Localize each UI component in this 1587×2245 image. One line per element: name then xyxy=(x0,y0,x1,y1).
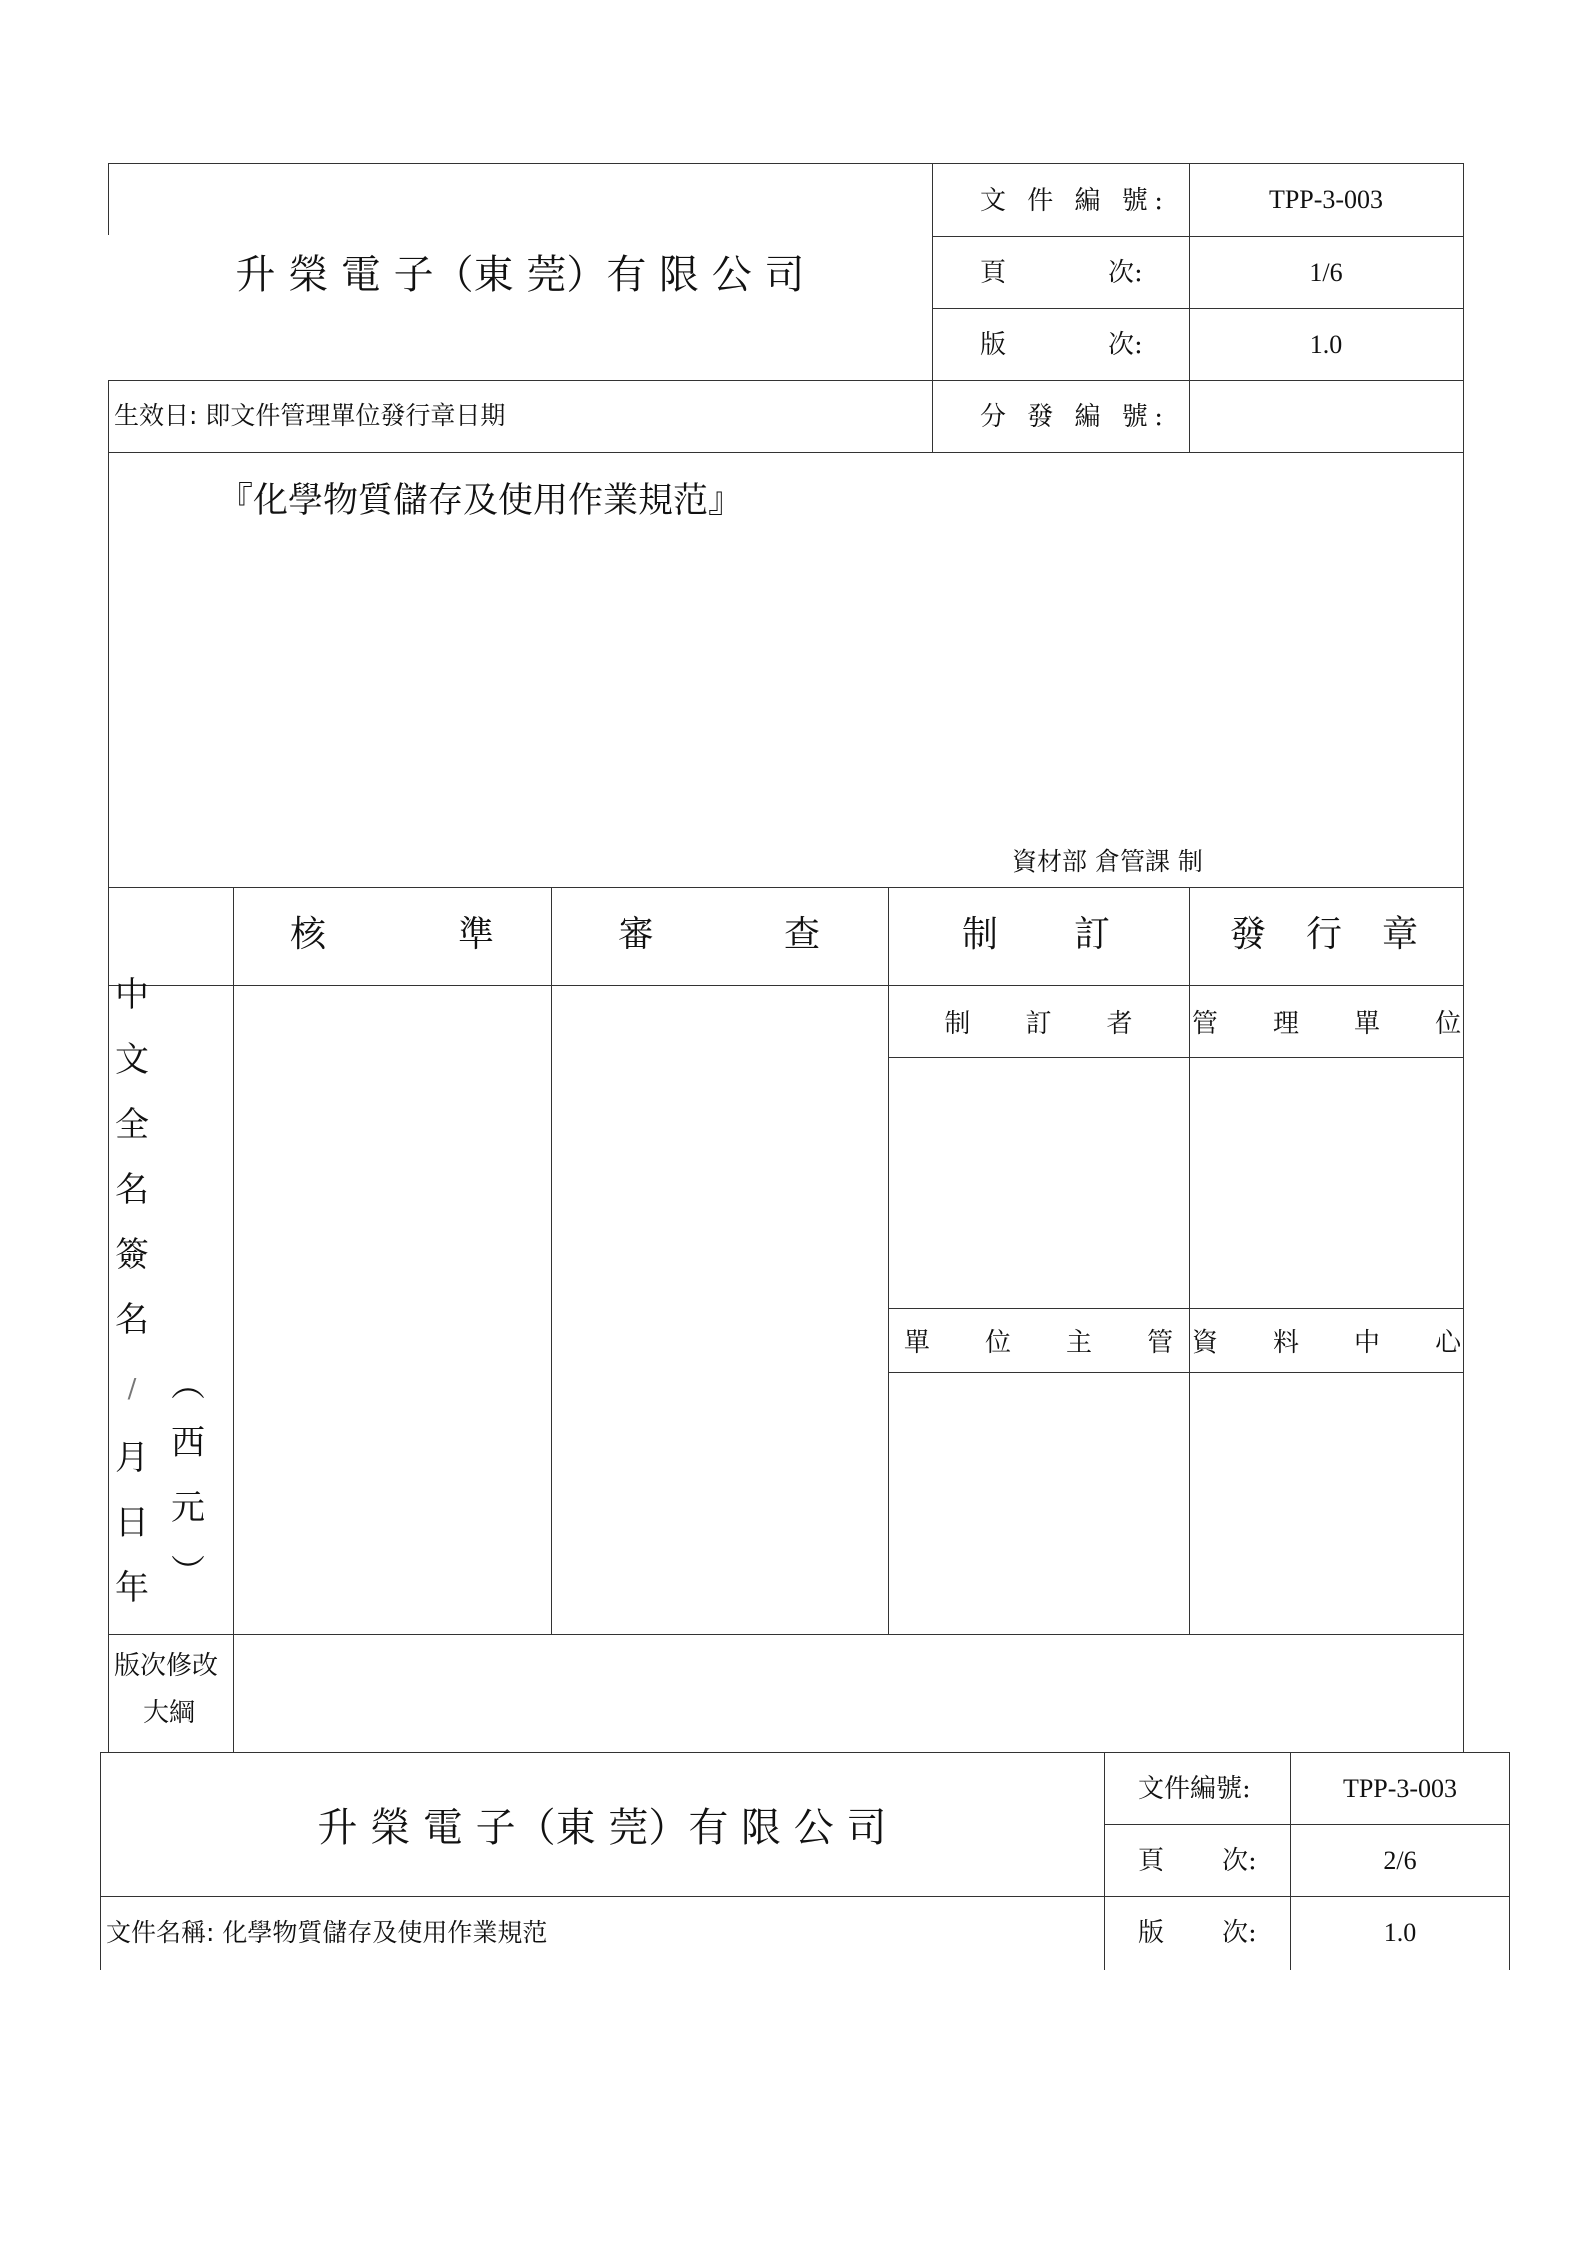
unit-head-label: 單 位 主 管 xyxy=(903,1328,1197,1358)
prepared-by: 資材部 倉管課 制 xyxy=(1012,847,1203,876)
revision-label: 版次修改 xyxy=(114,1651,219,1681)
approve-header: 核 xyxy=(290,914,327,955)
page-label-page2: 頁 xyxy=(1138,1846,1165,1876)
rule xyxy=(108,380,109,1752)
version-label-suffix-page2: 次: xyxy=(1222,1918,1257,1948)
page-label-suffix: 次: xyxy=(1108,258,1143,288)
doc-no-label-page2: 文件編號: xyxy=(1138,1774,1251,1804)
rule xyxy=(888,887,889,1634)
rule xyxy=(1104,1752,1105,1970)
rule xyxy=(1290,1752,1291,1970)
distribution-label: 分 發 編 號: xyxy=(980,402,1170,432)
version-label: 版 xyxy=(980,330,1007,360)
draft-header-2: 訂 xyxy=(1074,914,1111,955)
version-value: 1.0 xyxy=(1309,329,1343,359)
rule xyxy=(1463,163,1464,1752)
rule xyxy=(888,1057,1464,1058)
rule xyxy=(1509,1752,1510,1970)
company-name: 升 榮 電 子（東 莞）有 限 公 司 xyxy=(235,252,805,298)
signature-label-column: 中 文 全 名 簽 名 / 月 日 年 xyxy=(115,975,149,1608)
page-value-page2: 2/6 xyxy=(1383,1845,1417,1875)
rule xyxy=(108,163,109,235)
data-center-label: 資 料 中 心 xyxy=(1191,1328,1485,1358)
doc-no-value-page2: TPP-3-003 xyxy=(1342,1773,1458,1803)
review-header: 審 xyxy=(618,914,655,955)
document-name: 文件名稱: 化學物質儲存及使用作業規范 xyxy=(106,1918,548,1947)
document-title: 『化學物質儲存及使用作業規范』 xyxy=(218,481,744,521)
doc-no-value: TPP-3-003 xyxy=(1268,185,1384,214)
drafter-label: 制 訂 者 xyxy=(944,1009,1156,1039)
company-name-page2: 升 榮 電 子（東 莞）有 限 公 司 xyxy=(317,1805,887,1851)
version-label-page2: 版 xyxy=(1138,1918,1165,1948)
rule xyxy=(108,887,1464,888)
effective-date: 生效日: 即文件管理單位發行章日期 xyxy=(114,401,506,430)
rule xyxy=(551,887,552,1634)
page-value: 1/6 xyxy=(1309,257,1343,287)
rule xyxy=(108,1634,1464,1635)
draft-header: 制 xyxy=(962,914,999,955)
rule xyxy=(100,1752,101,1970)
issue-stamp-header: 發 xyxy=(1230,914,1267,955)
approve-header-2: 準 xyxy=(458,914,495,955)
signature-date-column: ︵ 西 元 ︶ xyxy=(171,1365,205,1593)
page-label-suffix-page2: 次: xyxy=(1222,1846,1257,1876)
management-unit-label: 管 理 單 位 xyxy=(1191,1009,1485,1039)
page-label: 頁 xyxy=(980,258,1007,288)
version-label-suffix: 次: xyxy=(1108,330,1143,360)
issue-stamp-header-2: 行 xyxy=(1306,914,1343,955)
rule xyxy=(108,452,1464,453)
rule xyxy=(888,1372,1464,1373)
issue-stamp-header-3: 章 xyxy=(1382,914,1419,955)
rule xyxy=(1189,887,1190,1634)
rule xyxy=(233,887,234,1752)
revision-label-2: 大綱 xyxy=(143,1698,196,1728)
version-value-page2: 1.0 xyxy=(1383,1917,1417,1947)
doc-no-label: 文 件 編 號: xyxy=(980,186,1170,216)
review-header-2: 查 xyxy=(784,914,821,955)
rule xyxy=(932,163,933,452)
